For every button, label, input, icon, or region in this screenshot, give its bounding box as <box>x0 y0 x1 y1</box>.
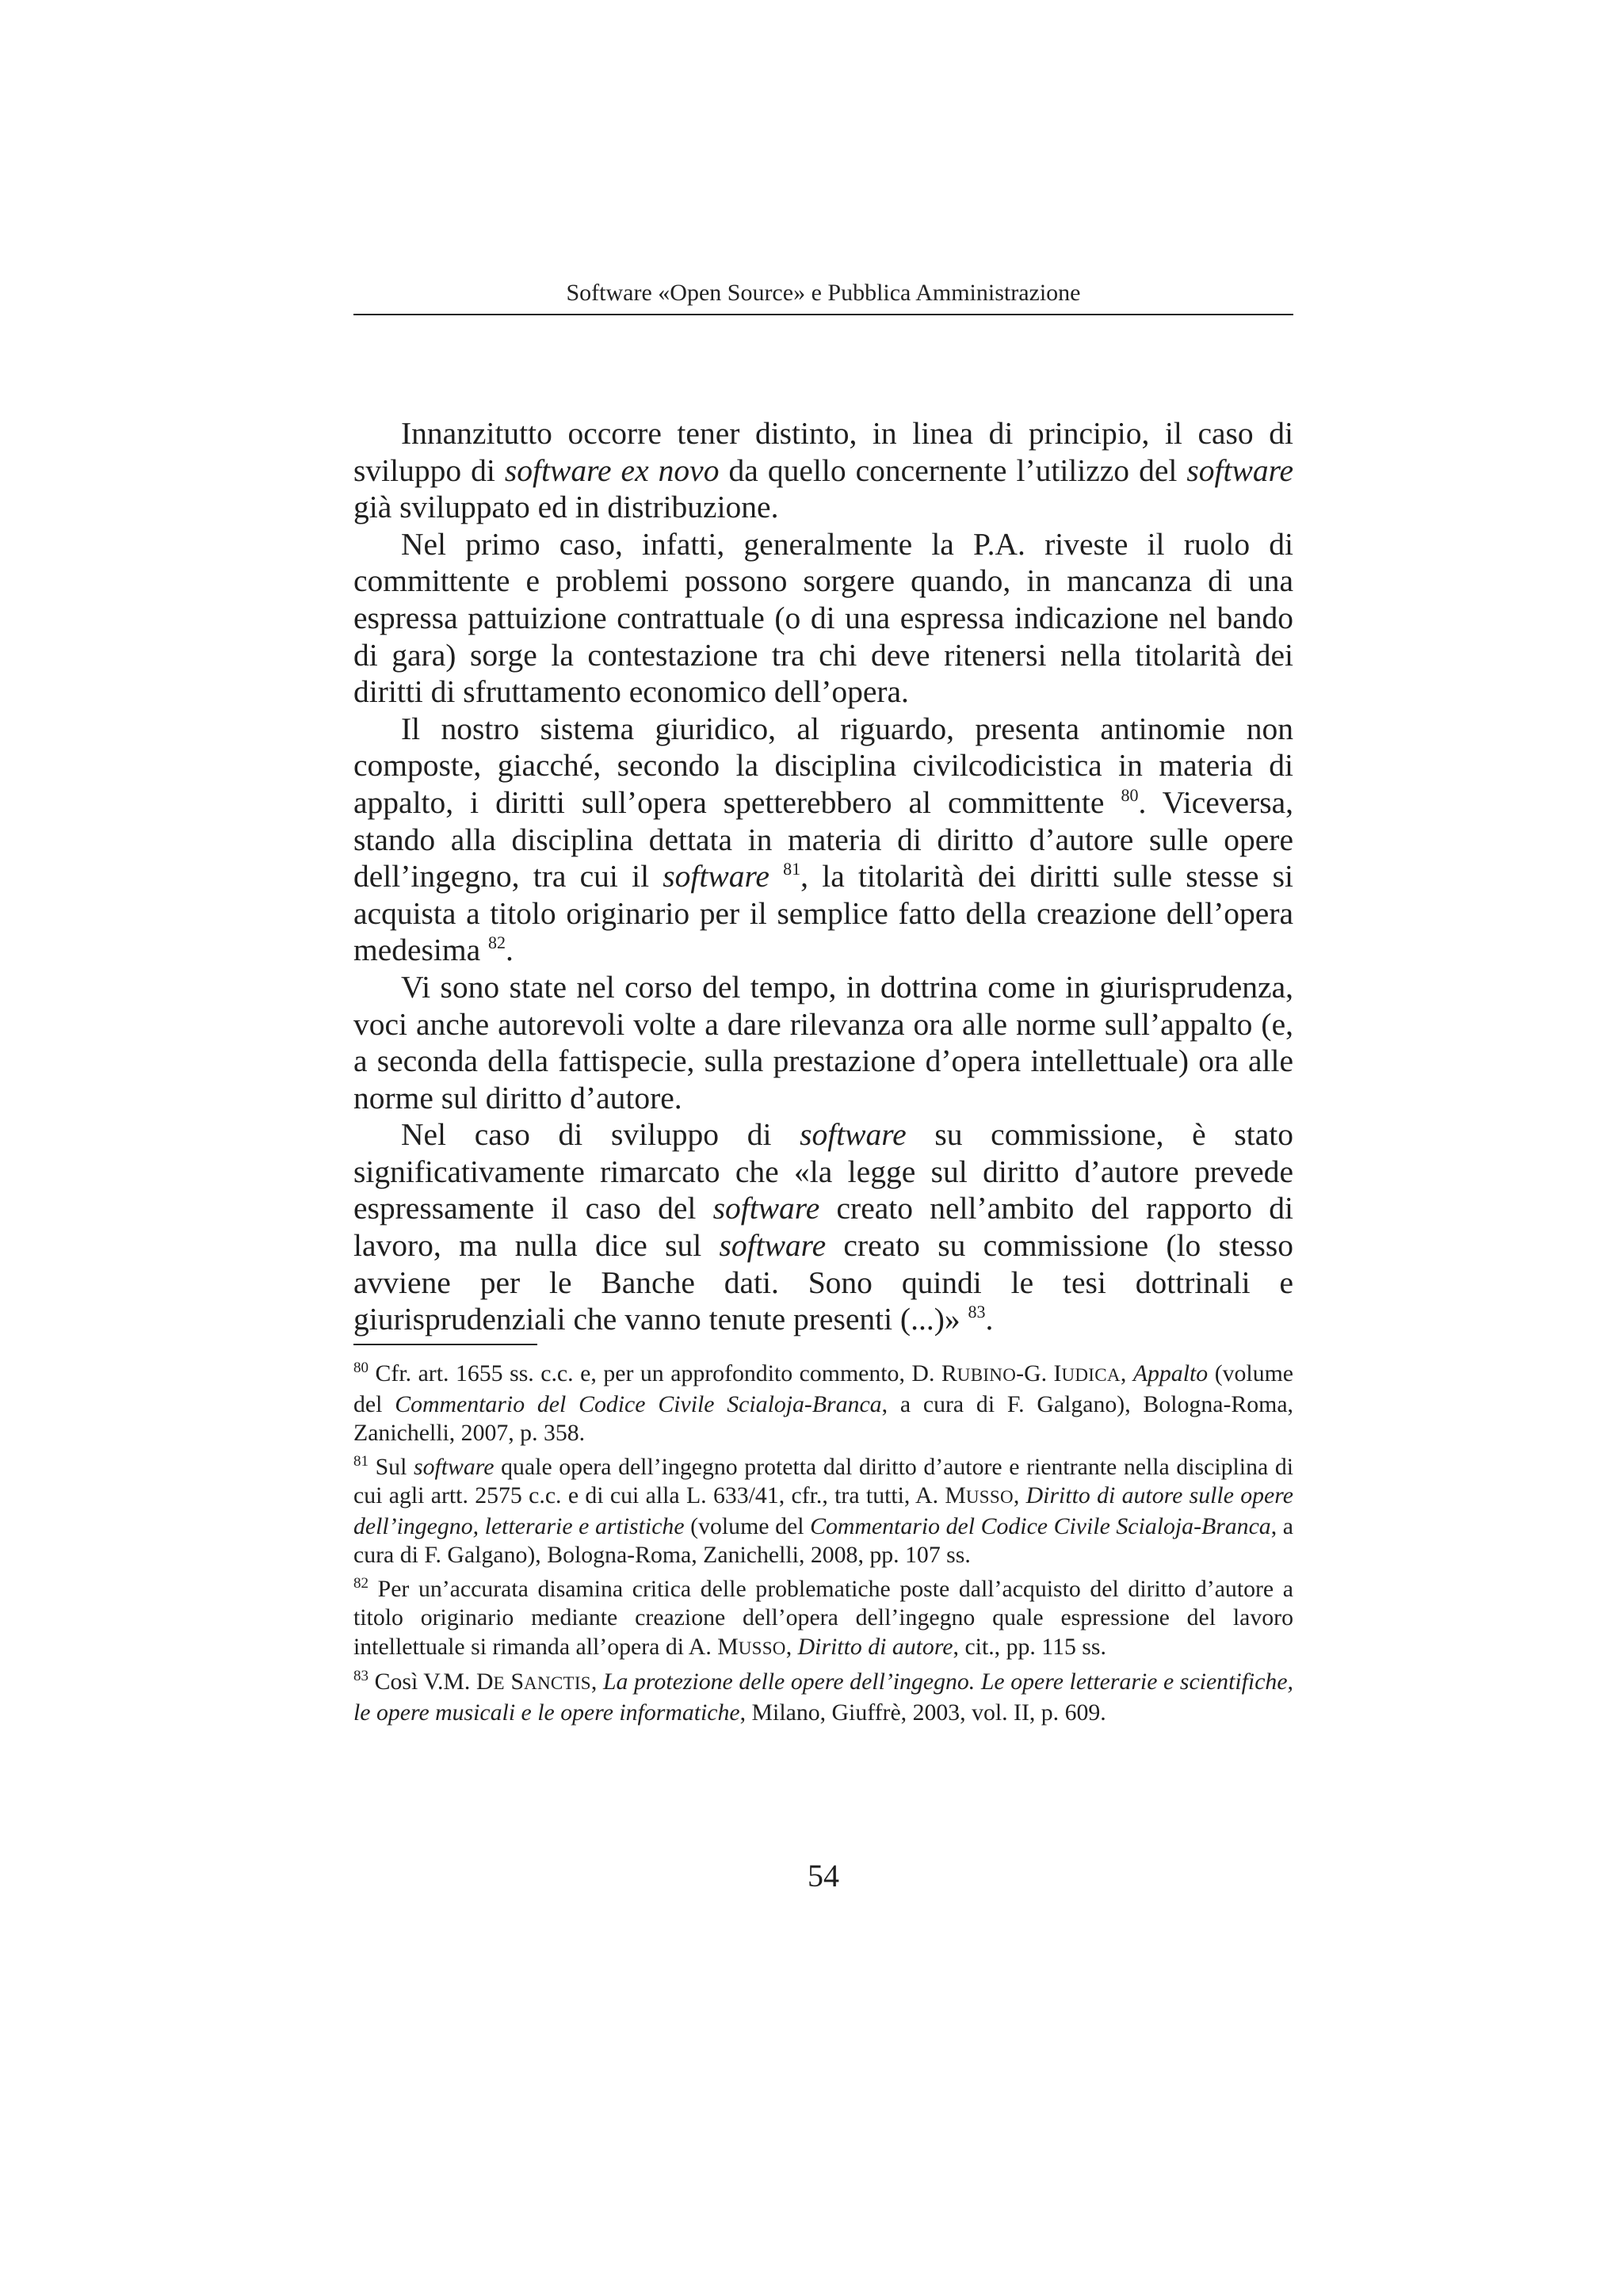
footnote-number: 83 <box>353 1668 369 1684</box>
running-header: Software «Open Source» e Pubblica Amministrazione <box>566 280 1081 306</box>
footnote-ref-80: 80 <box>1121 784 1139 805</box>
footnote-separator <box>353 1344 537 1345</box>
paragraph-4: Vi sono state nel corso del tempo, in dottrina come in giurisprudenza, voci anche autorevoli volte a dare rilevanza ora alle norme sull’appalto (e, a seconda della fattispecie, sulla prestazione d’opera intellettuale) ora alle norme sul diritto d’autore. <box>353 969 1293 1116</box>
body-text <box>353 415 1293 1338</box>
header-rule <box>353 314 1293 315</box>
footnote-number: 81 <box>353 1452 369 1470</box>
footnote-81: $^{81}$ Sul software quale opera dell’ingegno protetta dal diritto d’autore e rientrante nella disciplina di cui agli artt. 2575 c.c. e di cui alla L. 633/41, cfr., tra tutti, A. MUSSO, Diritto di autore sulle opere dell’ingegno, letterarie e artistiche (volume del Commentario del Codice Civile Scialoja-Branca, a cura di F. Galgano), Bologna-Roma, Zanichelli, 2008, pp. 107 ss. <box>353 1452 1294 1568</box>
footnote-82: $^{82}$ Per un’accurata disamina critica delle problematiche poste dall’acquisto del diritto d’autore a titolo originario mediante creazione dell’opera dell’ingegno quale espressione del lavoro intellettuale si rimanda all’opera di A. MUSSO, Diritto di autore, cit., pp. 115 ss. <box>353 1574 1293 1660</box>
paragraph-3: Il nostro sistema giuridico, al riguardo, presenta antinomie non composte, giacché, secondo la disciplina civilcodicistica in materia di appalto, i diritti sull’opera spetterebbero al committente $^{80}$. Viceversa, stando alla disciplina dettata in materia di diritto d’autore sulle opere dell’ingegno, tra cui il software $^{81}$, la titolarità dei diritti sulle stesse si acquista a titolo originario per il semplice fatto della creazione dell’opera medesima $^{82}$. <box>353 711 1294 968</box>
footnote-ref-81: 81 <box>783 859 801 879</box>
footnote-80: $^{80}$ Cfr. art. 1655 ss. c.c. e, per un approfondito commento, D. RUBINO-G. IUDICA, Appalto (volume del Commentario del Codice Civile Scialoja-Branca, a cura di F. Galgano), Bologna-Roma, Zanichelli, 2007, p. 358. <box>353 1360 1293 1446</box>
footnote-ref-82: 82 <box>488 933 506 953</box>
paragraph-2: Nel primo caso, infatti, generalmente la P.A. riveste il ruolo di committente e problemi possono sorgere quando, in mancanza di una espressa pattuizione contrattuale (o di una espressa indicazione nel bando di gara) sorge la contestazione tra chi deve ritenersi nella titolarità dei diritti di sfruttamento economico dell’opera. <box>353 526 1293 710</box>
footnote-number: 80 <box>353 1360 369 1376</box>
footnote-ref-83: 83 <box>968 1302 986 1322</box>
paragraph-5: Nel caso di sviluppo di software su commissione, è stato significativamente rimarcato che «la legge sul diritto d’autore prevede espressamente il caso del software creato nell’ambito del rapporto di lavoro, ma nulla dice sul software creato su commissione (lo stesso avviene per le Banche dati. Sono quindi le tesi dottrinali e giurisprudenziali che vanno tenute presenti (...)» $^{83}$. <box>353 1117 1293 1337</box>
paragraph-1: Innanzitutto occorre tener distinto, in linea di principio, il caso di sviluppo di software ex novo da quello concernente l’utilizzo del software già sviluppato ed in distribuzione. <box>353 416 1294 525</box>
footnote-83: $^{83}$ Così V.M. DE SANCTIS, La protezione delle opere dell’ingegno. Le opere letterarie e scientifiche, le opere musicali e le opere informatiche, Milano, Giuffrè, 2003, vol. II, p. 609. <box>353 1668 1293 1726</box>
footnote-number: 82 <box>353 1574 369 1592</box>
page-number: 54 <box>808 1858 839 1894</box>
footnotes <box>353 1360 1293 1727</box>
